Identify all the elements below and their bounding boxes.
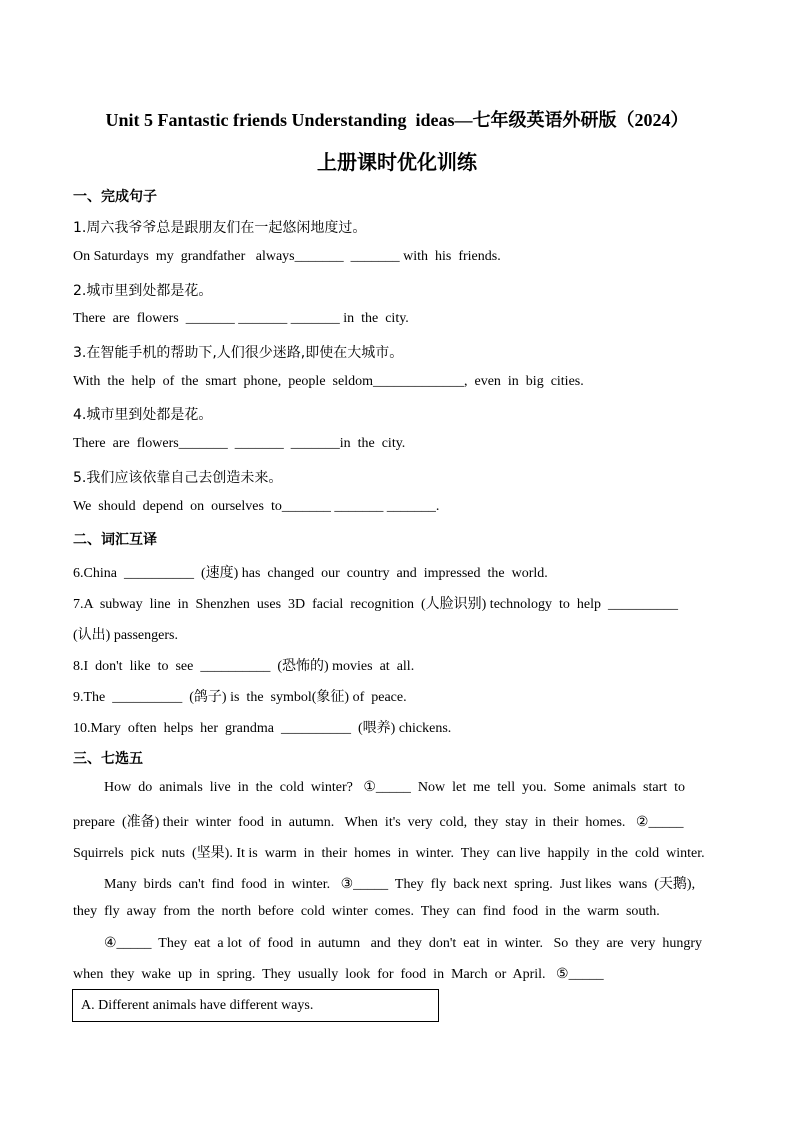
q4-english: There are flowers_______ _______ _______in the city. (73, 436, 406, 451)
section-2-heading: 二、词汇互译 (73, 532, 157, 548)
passage-line: ④_____ They eat a lot of food in autumn and they don't eat in winter. So they are very hungry (104, 936, 703, 951)
q2-english: There are flowers _______ _______ _______ in the city. (73, 311, 409, 326)
passage-line: prepare (准备) their winter food in autumn. When it's very cold, they stay in their homes. ②_____ (73, 815, 684, 830)
q1-english: On Saturdays my grandfather always_______ _______ with his friends. (73, 249, 501, 264)
title-line-2: 上册课时优化训练 (317, 150, 477, 174)
section-3-heading: 三、七选五 (73, 751, 143, 767)
q3-chinese: 3.在智能手机的帮助下,人们很少迷路,即使在大城市。 (73, 345, 404, 361)
passage-line: when they wake up in spring. They usually look for food in March or April. ⑤_____ (73, 967, 604, 982)
passage-line: How do animals live in the cold winter? ①_____ Now let me tell you. Some animals start to (104, 780, 686, 795)
title-line-1: Unit 5 Fantastic friends Understanding ideas—七年级英语外研版（2024） (105, 110, 689, 130)
q4-chinese: 4.城市里到处都是花。 (73, 407, 213, 423)
option-a: A. Different animals have different ways. (81, 998, 314, 1013)
q7-continued: (认出) passengers. (73, 628, 178, 643)
q3-english: With the help of the smart phone, people seldom_____________, even in big cities. (73, 374, 584, 389)
q9: 9.The __________ (鸽子) is the symbol(象征) of peace. (73, 690, 407, 705)
q8: 8.I don't like to see __________ (恐怖的) movies at all. (73, 659, 415, 674)
q2-chinese: 2.城市里到处都是花。 (73, 283, 213, 299)
passage-line: Many birds can't find food in winter. ③_____ They fly back next spring. Just likes wans (天鹅), (104, 877, 696, 892)
q1-chinese: 1.周六我爷爷总是跟朋友们在一起悠闲地度过。 (73, 220, 367, 236)
passage-line: they fly away from the north before cold winter comes. They can find food in the warm south. (73, 904, 660, 919)
q10: 10.Mary often helps her grandma __________ (喂养) chickens. (73, 721, 452, 736)
q7: 7.A subway line in Shenzhen uses 3D facial recognition (人脸识别) technology to help __________ (73, 597, 679, 612)
passage-line: Squirrels pick nuts (坚果). It is warm in their homes in winter. They can live happily in the cold winter. (73, 846, 705, 861)
section-1-heading: 一、完成句子 (73, 189, 157, 205)
q6: 6.China __________ (速度) has changed our country and impressed the world. (73, 566, 548, 581)
option-box (72, 989, 439, 1022)
q5-chinese: 5.我们应该依靠自己去创造未来。 (73, 470, 283, 486)
q5-english: We should depend on ourselves to_______ _______ _______. (73, 499, 440, 514)
